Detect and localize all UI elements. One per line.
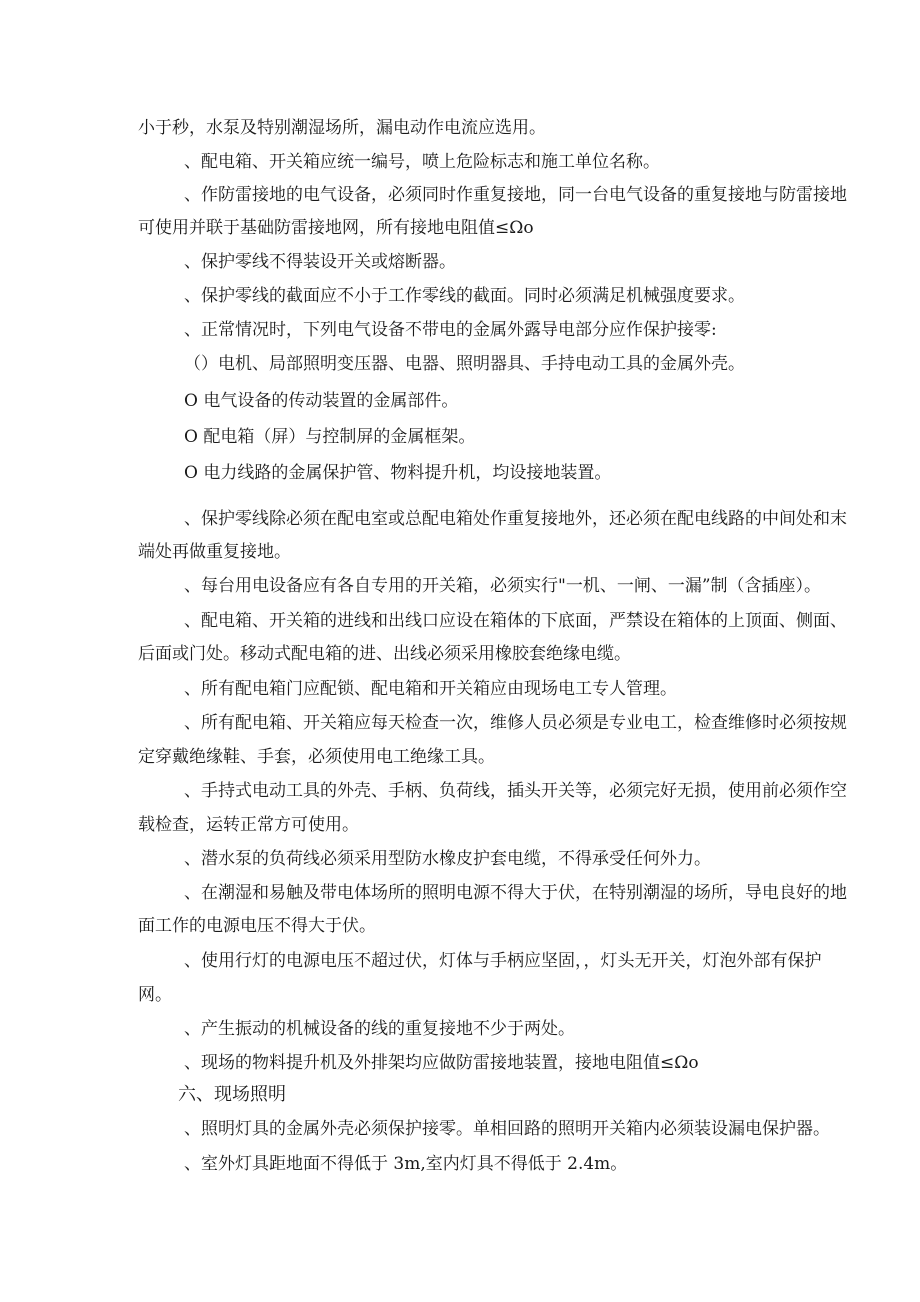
- text-line: 、使用行灯的电源电压不超过伏，灯体与手柄应坚固，，灯头无开关，灯泡外部有保护: [184, 951, 822, 971]
- list-item: O 电力线路的金属保护管、物料提升机，均设接地装置。: [184, 463, 612, 483]
- text-line: 、现场的物料提升机及外排架均应做防雷接地装置，接地电阻值≤Ωo: [184, 1053, 699, 1073]
- text-line: 面工作的电源电压不得大于伏。: [138, 916, 376, 936]
- text-line: 、每台用电设备应有各自专用的开关箱，必须实行"一机、一闸、一漏”制（含插座）。: [184, 576, 822, 596]
- text-line: 、配电箱、开关箱应统一编号，喷上危险标志和施工单位名称。: [184, 152, 660, 172]
- text-line: 小于秒，水泵及特别潮湿场所，漏电动作电流应选用。: [138, 118, 546, 138]
- text-line: 载检查，运转正常方可使用。: [138, 815, 359, 835]
- list-item: O 电气设备的传动装置的金属部件。: [184, 391, 459, 411]
- text-line: 、照明灯具的金属外壳必须保护接零。单相回路的照明开关箱内必须装设漏电保护器。: [184, 1119, 830, 1139]
- text-line: 、潜水泵的负荷线必须采用型防水橡皮护套电缆，不得承受任何外力。: [184, 849, 711, 869]
- text-line: 端处再做重复接地。: [138, 542, 291, 562]
- text-line: 、配电箱、开关箱的进线和出线口应设在箱体的下底面，严禁设在箱体的上顶面、侧面、: [184, 611, 847, 631]
- list-item: O 配电箱（屏）与控制屏的金属框架。: [184, 427, 476, 447]
- text-line: 、室外灯具距地面不得低于 3m,室内灯具不得低于 2.4m。: [184, 1154, 628, 1174]
- list-item: （）电机、局部照明变压器、电器、照明器具、手持电动工具的金属外壳。: [184, 354, 745, 374]
- text-line: 、保护零线的截面应不小于工作零线的截面。同时必须满足机械强度要求。: [184, 286, 745, 306]
- text-line: 、在潮湿和易触及带电体场所的照明电源不得大于伏，在特别潮湿的场所，导电良好的地: [184, 883, 847, 903]
- text-line: 、保护零线不得装设开关或熔断器。: [184, 252, 456, 272]
- text-line: 后面或门处。移动式配电箱的进、出线必须采用橡胶套绝缘电缆。: [138, 644, 631, 664]
- text-line: 、作防雷接地的电气设备，必须同时作重复接地，同一台电气设备的重复接地与防雷接地: [184, 185, 847, 205]
- text-line: 、正常情况时，下列电气设备不带电的金属外露导电部分应作保护接零:: [184, 320, 717, 340]
- text-line: 、产生振动的机械设备的线的重复接地不少于两处。: [184, 1019, 575, 1039]
- text-line: 、所有配电箱、开关箱应每天检查一次，维修人员必须是专业电工，检查维修时必须按规: [184, 713, 847, 733]
- section-heading: 六、现场照明: [178, 1084, 286, 1105]
- text-line: 可使用并联于基础防雷接地网，所有接地电阻值≤Ωo: [138, 218, 534, 238]
- text-line: 、保护零线除必须在配电室或总配电箱处作重复接地外，还必须在配电线路的中间处和末: [184, 509, 847, 529]
- text-line: 、所有配电箱门应配锁、配电箱和开关箱应由现场电工专人管理。: [184, 679, 677, 699]
- text-line: 网。: [138, 985, 172, 1005]
- text-line: 定穿戴绝缘鞋、手套，必须使用电工绝缘工具。: [138, 747, 495, 767]
- text-line: 、手持式电动工具的外壳、手柄、负荷线，插头开关等，必须完好无损，使用前必须作空: [184, 781, 847, 801]
